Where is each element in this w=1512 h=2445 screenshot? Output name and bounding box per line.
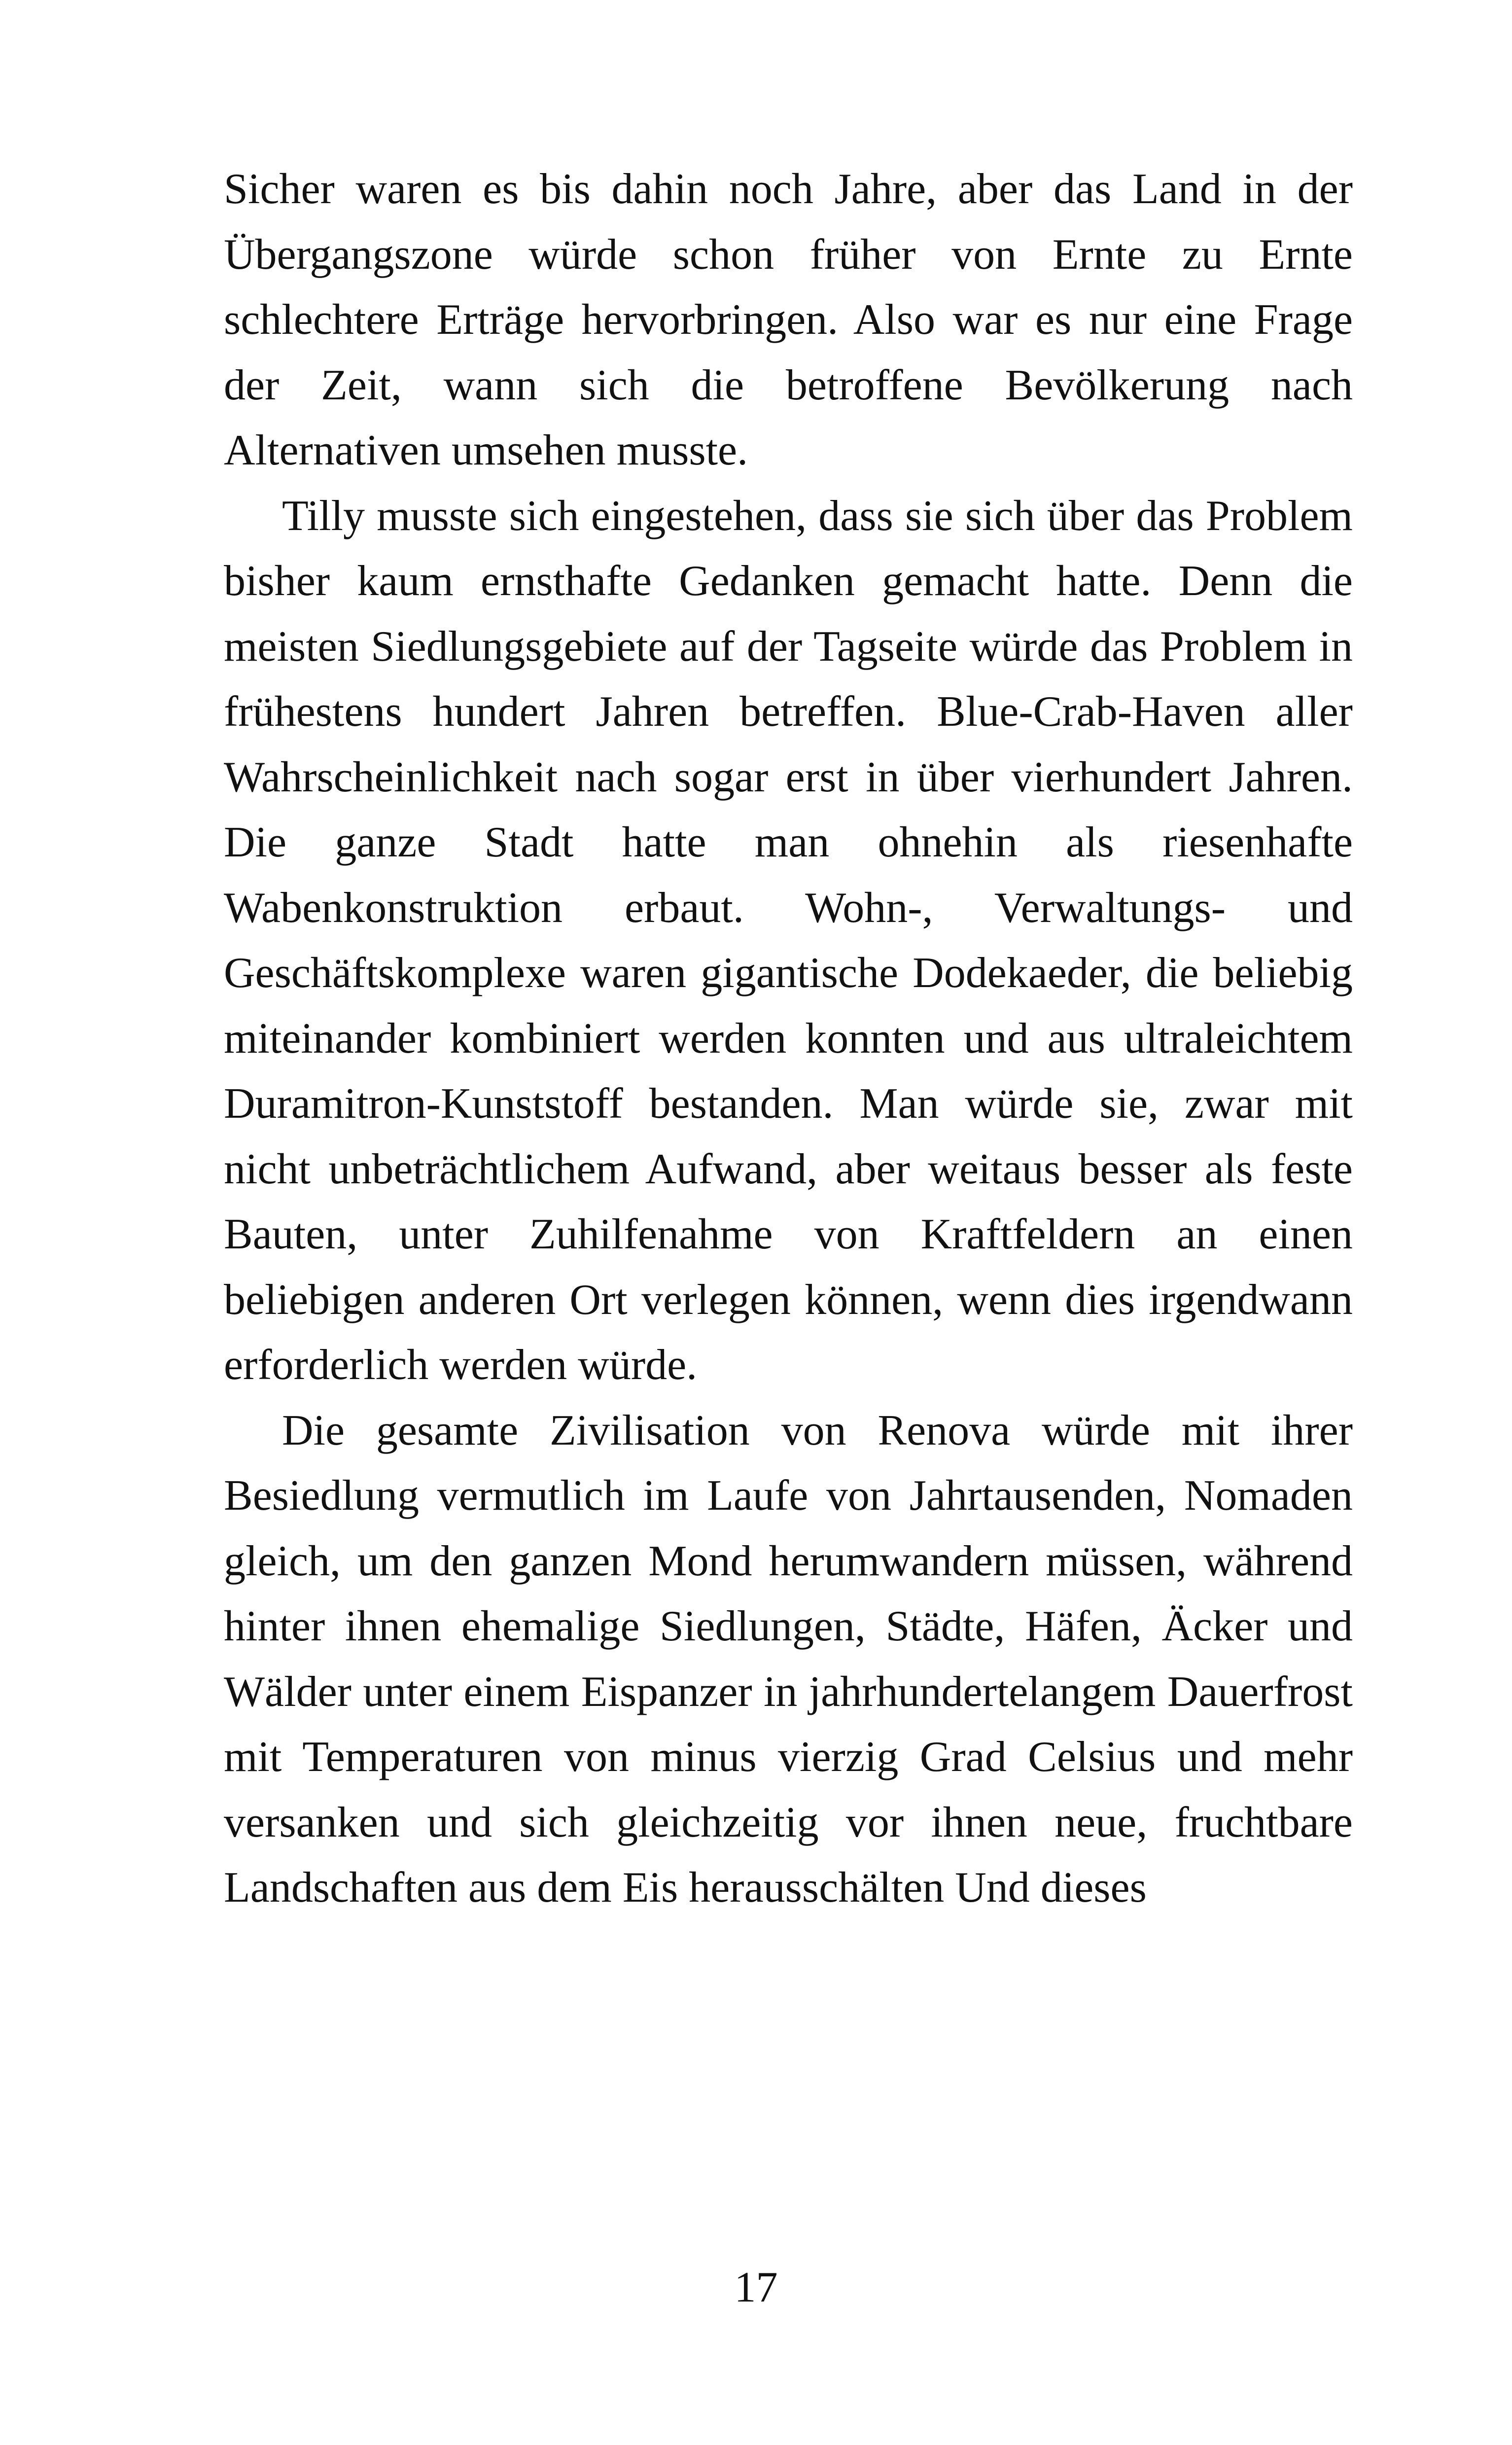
body-text: [224, 157, 1353, 1921]
paragraph-2: Tilly musste sich eingestehen, dass sie sich über das Problem bisher kaum ernsthafte Gedanken gemacht hatte. Denn die meisten Siedlungsgebiete auf der Tagseite würde das Problem in frühestens hundert Jahren betreffen. Blue-Crab-Haven aller Wahrscheinlichkeit nach sogar erst in über vierhundert Jahren. Die ganze Stadt hatte man ohnehin als riesenhafte Wabenkonstruktion erbaut. Wohn-, Verwaltungs- und Geschäftskomplexe waren gigantische Dodekaeder, die beliebig miteinander kombiniert werden konnten und aus ultraleichtem Duramitron-Kunststoff bestanden. Man würde sie, zwar mit nicht unbeträchtlichem Aufwand, aber weitaus besser als feste Bauten, unter Zuhilfenahme von Kraftfeldern an einen beliebigen anderen Ort verlegen können, wenn dies irgendwann erforderlich werden würde.: [224, 492, 1353, 1389]
paragraph-1: Sicher waren es bis dahin noch Jahre, aber das Land in der Übergangszone würde schon früher von Ernte zu Ernte schlechtere Erträge hervorbringen. Also war es nur eine Frage der Zeit, wann sich die betroffene Bevölkerung nach Alternativen umsehen musste.: [224, 165, 1353, 474]
page-number: 17: [734, 2264, 778, 2311]
paragraph-3: Die gesamte Zivilisation von Renova würde mit ihrer Besiedlung vermutlich im Laufe von Jahrtausenden, Nomaden gleich, um den ganzen Mond herumwandern müssen, während hinter ihnen ehemalige Siedlungen, Städte, Häfen, Äcker und Wälder unter einem Eispanzer in jahrhundertelangem Dauerfrost mit Temperaturen von minus vierzig Grad Celsius und mehr versanken und sich gleichzeitig vor ihnen neue, fruchtbare Landschaften aus dem Eis herausschälten Und dieses: [224, 1406, 1353, 1912]
